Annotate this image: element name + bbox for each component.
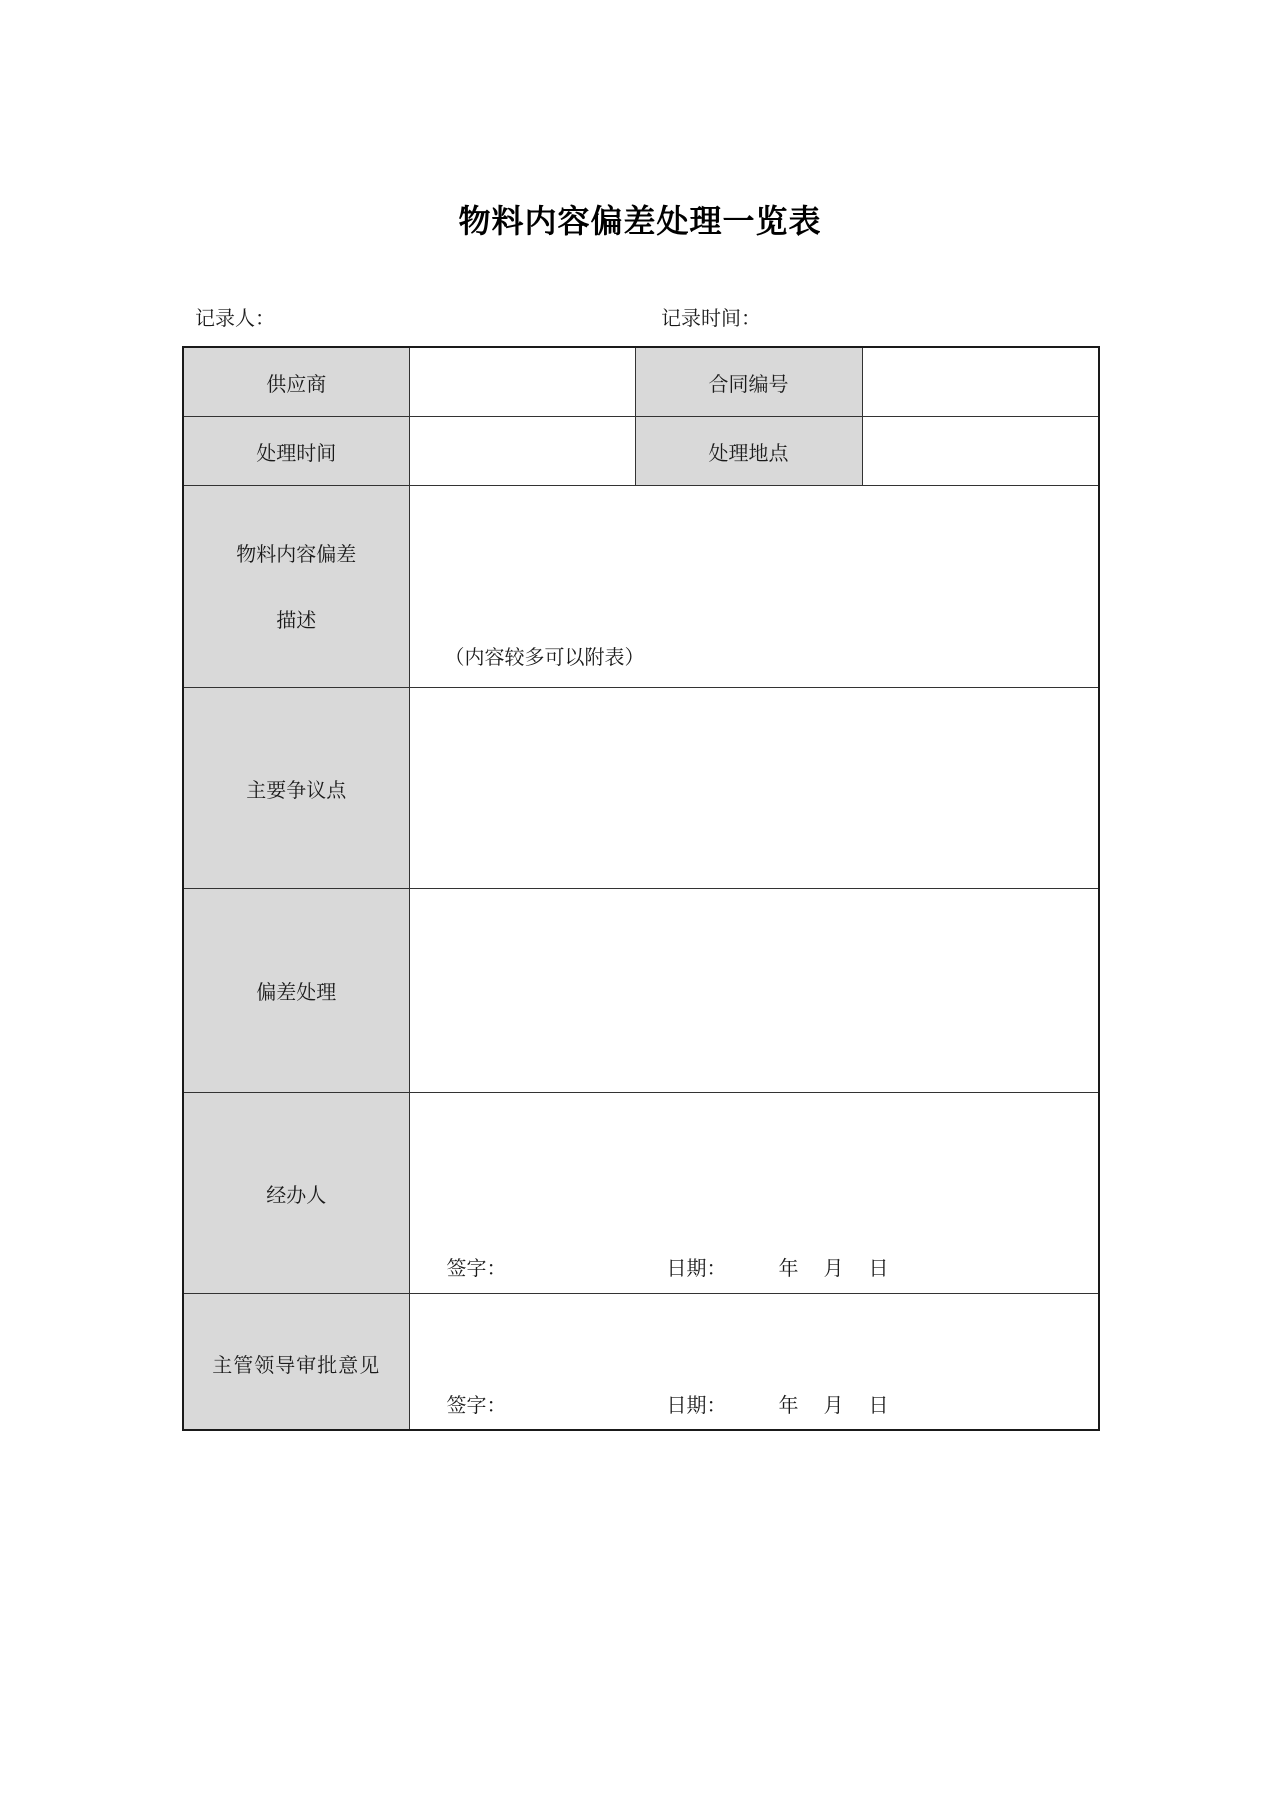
document-title: 物料内容偏差处理一览表 xyxy=(458,202,822,240)
deviation-form-table xyxy=(182,346,1100,1431)
approval-field[interactable] xyxy=(409,1294,1099,1431)
date-label: 日期： xyxy=(666,1256,727,1280)
deviation-description-label xyxy=(183,486,409,688)
process-time-label: 处理时间 xyxy=(183,417,409,486)
process-time-field[interactable] xyxy=(409,417,635,486)
table-row xyxy=(183,889,1099,1093)
deviation-description-label-line1: 物料内容偏差 xyxy=(236,541,357,566)
table-row xyxy=(183,417,1099,486)
year-label: 年 xyxy=(778,1393,799,1417)
deviation-description-field[interactable] xyxy=(409,486,1099,688)
table-row xyxy=(183,688,1099,889)
record-time-label: 记录时间： xyxy=(661,306,761,330)
main-dispute-label: 主要争议点 xyxy=(183,688,409,889)
table-row xyxy=(183,1093,1099,1294)
supplier-field[interactable] xyxy=(409,347,635,417)
handler-signature-line xyxy=(447,1252,1099,1278)
table-row xyxy=(183,1294,1099,1431)
deviation-handling-label: 偏差处理 xyxy=(183,889,409,1093)
main-dispute-field[interactable] xyxy=(409,688,1099,889)
deviation-handling-field[interactable] xyxy=(409,889,1099,1093)
recorder-label: 记录人： xyxy=(195,306,275,330)
handler-field[interactable] xyxy=(409,1093,1099,1294)
handler-label: 经办人 xyxy=(183,1093,409,1294)
signature-label: 签字： xyxy=(446,1256,507,1280)
month-label: 月 xyxy=(823,1393,844,1417)
approval-label: 主管领导审批意见 xyxy=(212,1353,381,1377)
table-row xyxy=(183,347,1099,417)
table-row xyxy=(183,486,1099,688)
year-label: 年 xyxy=(778,1256,799,1280)
date-label: 日期： xyxy=(666,1393,727,1417)
approval-label-cell xyxy=(183,1294,409,1431)
signature-label: 签字： xyxy=(446,1393,507,1417)
contract-no-field[interactable] xyxy=(862,347,1099,417)
process-location-field[interactable] xyxy=(862,417,1099,486)
day-label: 日 xyxy=(868,1393,889,1417)
deviation-description-label-line2: 描述 xyxy=(276,607,317,632)
day-label: 日 xyxy=(868,1256,889,1280)
contract-no-label: 合同编号 xyxy=(635,347,862,417)
month-label: 月 xyxy=(823,1256,844,1280)
process-location-label: 处理地点 xyxy=(635,417,862,486)
supplier-label: 供应商 xyxy=(183,347,409,417)
attachment-hint: （内容较多可以附表） xyxy=(444,645,645,669)
approval-signature-line xyxy=(447,1389,1099,1415)
